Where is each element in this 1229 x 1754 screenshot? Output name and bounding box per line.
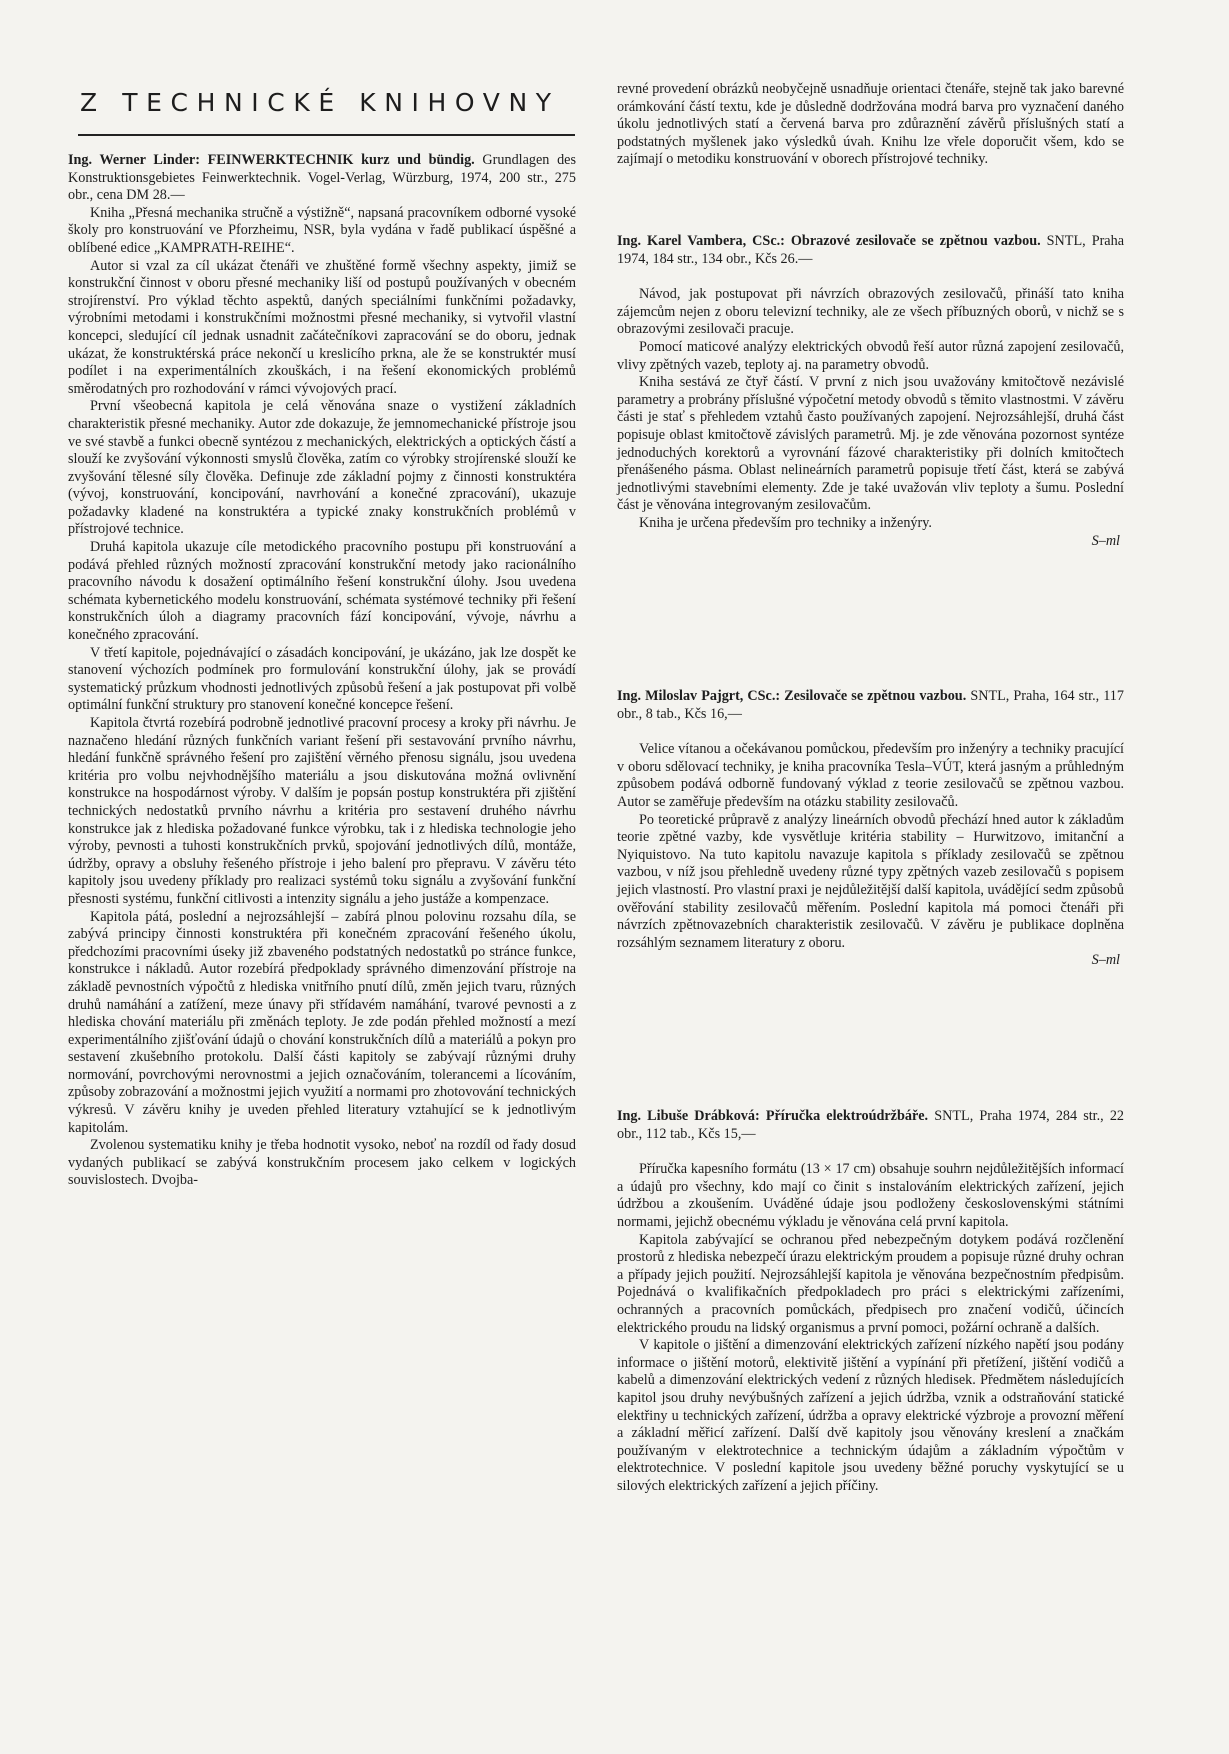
- review-paragraph: Pomocí maticové analýzy elektrických obvodů řeší autor různá zapojení zesilovačů, vlivy zpětných vazeb, teploty aj. na parametry obvodů.: [617, 338, 1124, 373]
- review-pajgrt: [617, 688, 1124, 970]
- review-author: Ing. Miloslav Pajgrt, CSc.: Zesilovače se zpětnou vazbou.: [617, 688, 967, 704]
- review-paragraph: Zvolenou systematiku knihy je třeba hodnotit vysoko, neboť na rozdíl od řady dosud vydaných publikací se zabývá konstrukčním procesem jako celkem v logických souvislostech. Dvojba-: [68, 1137, 576, 1189]
- review-paragraph: Po teoretické průpravě z analýzy lineárních obvodů přechází hned autor k základům teorie zpětné vazby, kde vysvětluje kritéria stability – Hurwitzovo, imitanční a Nyiquistovo. Na tuto kapitolu navazuje kapitola s příklady zesilovačů se zpětnou vazbou, v níž jsou přehledně uvedeny různé typy zpětných vazeb zesilovačů s popisem jejich vlastností. Pro vlastní praxi je nejdůležitější další kapitola, uvádějící sedm způsobů ověřování stability zesilovačů měřením. Poslední kapitola má pomoci čtenáři při návrzích zpětnovazebních charakteristik zesilovačů. V závěru je publikace doplněna rozsáhlým seznamem literatury z oboru.: [617, 811, 1124, 951]
- review-paragraph: V kapitole o jištění a dimenzování elektrických zařízení nízkého napětí jsou podány informace o jištění motorů, elektivitě jištění a vypínání při přetížení, jištění vodičů a kabelů a dimenzování elektrických vedení z různých hledisek. Předmětem následujících kapitol jsou druhy nevýbušných zařízení a jejich údržba, vznik a odstraňování statické elektřiny u technických zařízení, údržba a opravy elektrické výzbroje a provozní měření a základní měřicí zařízení. Další dvě kapitoly jsou věnovány kreslení a značkám používaným v elektrotechnice a technickým údajům a základním výpočtům v elektrotechnice. V poslední kapitole jsou uvedeny běžné poruchy vyskytující se u silových elektrických zařízení a jejich příčiny.: [617, 1337, 1124, 1494]
- review-paragraph: Příručka kapesního formátu (13 × 17 cm) obsahuje souhrn nejdůležitějších informací a údajů pro všechny, kdo mají co činit s instalováním elektrických zařízení, jejich údržbou a zkoušením. Uváděné údaje jsou podloženy československými státními normami, jejichž obecnému výkladu je věnována celá první kapitola.: [617, 1161, 1124, 1230]
- review-paragraph: Kapitola čtvrtá rozebírá podrobně jednotlivé pracovní procesy a kroky při návrhu. Je naznačeno hledání různých funkčních variant řešení při sestavování prvního návrhu, hledání funkčně správného řešení pro zajištění věrného přenosu signálu, jsou uvedena kritéria pro volbu nejvhodnějšího materiálu a jsou diskutována možná ovlivnění konstrukce na hospodárnost výroby. V dalším je popsán postup konstruktéra při zjištění technických nedostatků prvního návrhu a kritéria pro sestavení druhého návrhu konstrukce jak z hlediska požadované funkce výrobku, tak i z hlediska technologie jeho výroby, pevnosti a tuhosti konstrukčních prvků, spojování jednotlivých dílů, montáže, údržby, opravy a obsluhy řešeného přístroje i jeho balení pro přepravu. V závěru této kapitoly jsou uvedeny příklady pro realizaci systémů toku signálu a zvyšování funkční přesnosti systému, funkční citlivosti a intenzity signálu a jeho justáže a kompenzace.: [68, 715, 576, 907]
- review-drabkova: [617, 1108, 1124, 1495]
- review-signature: S–ml: [1091, 532, 1120, 549]
- review-header: [617, 688, 1124, 723]
- continuation-block: [617, 81, 1124, 169]
- review-biblio: SNTL, Praha 1974, 284 str., 22 obr., 112 tab., Kčs 15,—: [617, 1108, 1125, 1142]
- review-author: Ing. Werner Linder: FEINWERKTECHNIK kurz und bündig.: [68, 152, 475, 168]
- review-paragraph: Druhá kapitola ukazuje cíle metodického pracovního postupu při konstruování a podává přehled různých možností zpracování konstrukční metody jako racionálního pracovního návodu k dosažení optimálního řešení konstrukční úlohy. Jsou uvedena schémata kybernetického modelu konstruování, schémata systémové techniky při řešení konstrukčních úloh a diagramy pracovních fází koncipování, vývoje, návrhu a konečného zpracování.: [68, 539, 576, 644]
- review-author: Ing. Libuše Drábková: Příručka elektroúdržbáře.: [617, 1108, 929, 1124]
- review-linder: [68, 152, 576, 1190]
- review-paragraph: První všeobecná kapitola je celá věnována snaze o vystižení základních charakteristik přesné mechaniky. Autor zde dokazuje, že jemnomechanické přístroje jsou ve své stavbě a funkci obecně syntézou z mechanických, elektrických a optických částí a slouží ke zvyšování výkonnosti smyslů člověka, zatím co výrobky strojírenské slouží ke zvyšování tělesné síly člověka. Definuje zde základní pojmy z činnosti konstruktéra (vývoj, konstruování, koncipování, navrhování a konečné zpracování), ukazuje požadavky kladené na konstruktéra a typické znaky konstrukčních problémů v přístrojové technice.: [68, 398, 576, 538]
- review-author: Ing. Karel Vambera, CSc.: Obrazové zesilovače se zpětnou vazbou.: [617, 233, 1041, 249]
- review-paragraph: Kapitola zabývající se ochranou před nebezpečným dotykem podává rozčlenění prostorů z hlediska nebezpečí úrazu elektrickým proudem a popisuje různé druhy ochran a případy jejich použití. Nejrozsáhlejší kapitola je věnována bezpečnostním předpisům. Pojednává o kvalifikačních předpokladech pro práci s elektrickými zařízeními, ochranných a pracovních pomůckách, předpisech pro značení vodičů, účincích elektrického proudu na lidský organismus a první pomoci, požární ochraně a dalších.: [617, 1231, 1124, 1336]
- review-biblio: SNTL, Praha 1974, 184 str., 134 obr., Kčs 26.—: [617, 233, 1124, 267]
- continuation-text: revné provedení obrázků neobyčejně usnadňuje orientaci čtenáře, stejně tak jako barevné orámkování částí textu, kde je důsledně dodržována modrá barva pro vyznačení daného úkolu jednotlivých statí a červená barva pro zdůraznění závěrů příslušných statí a podstatných myšlenek jako výsledků úvah. Knihu lze vřele doporučit všem, kdo se zajímají o metodiku konstruování v oborech přístrojové techniky.: [617, 81, 1124, 168]
- review-paragraph: Návod, jak postupovat při návrzích obrazových zesilovačů, přináší tato kniha zájemcům nejen z oboru televizní techniky, ale ze všech příbuzných oborů, v nichž se s obrazovými zesilovači pracuje.: [617, 286, 1124, 338]
- review-paragraph: Kniha sestává ze čtyř částí. V první z nich jsou uvažovány kmitočtově nezávislé parametry a probrány příslušné výpočetní metody obvodů s těmito vlastnostmi. V závěru části je stať s přehledem vztahů často používaných zapojení. Nejrozsáhlejší, druhá část popisuje oblast kmitočtově závislých parametrů. Mj. je zde věnována pozornost syntéze jednoduchých korektorů a vyrovnání fázové charakteristiky při dolních kmitočtech přenášeného pásma. Oblast nelineárních parametrů popisuje třetí část, která se zabývá jednotlivými stavebními elementy. Zde je také uvažován vliv teploty a šumu. Poslední část je věnována integrovaným zesilovačům.: [617, 374, 1124, 514]
- review-signature: S–ml: [1091, 952, 1120, 969]
- review-paragraph: Autor si vzal za cíl ukázat čtenáři ve zhuštěné formě všechny aspekty, jimiž se konstrukční činnost v oboru přesné mechaniky liší od postupů používaných v obecném strojírenství. Pro výklad těchto aspektů, daných speciálními funkčními požadavky, výrobními metodami i konstrukčními možnostmi přesné mechaniky, si vytvořil vlastní koncepci, sledující cíl jednak usnadnit začátečníkovi zapracování se do oboru, jednak ukázat, že konstruktérská práce nekončí u kreslicího prkna, ale že se konstruktér musí podílet i na experimentálních zkouškách, i na řešení ekonomických problémů směrodatných pro rozhodování v rámci vývojových prací.: [68, 257, 576, 397]
- review-paragraph: Kniha „Přesná mechanika stručně a výstižně“, napsaná pracovníkem odborné vysoké školy pro konstruování ve Pforzheimu, NSR, byla vydána v řadě publikací úspěšné a oblíbené edice „KAMPRATH-REIHE“.: [68, 204, 576, 256]
- review-paragraph: V třetí kapitole, pojednávající o zásadách koncipování, je ukázáno, jak lze dospět ke stanovení výchozích podmínek pro formulování konstrukční úlohy, jak se provádí systematický průzkum vhodnosti jednotlivých způsobů řešení a jak postupovat při volbě optimální funkční struktury pro stanovení konečné koncepce řešení.: [68, 644, 576, 714]
- review-paragraph: Kniha je určena především pro techniky a inženýry.: [639, 514, 932, 531]
- review-header: [617, 233, 1124, 268]
- review-header: [68, 152, 576, 205]
- review-paragraph: Velice vítanou a očekávanou pomůckou, především pro inženýry a techniky pracující v oboru sdělovací techniky, je kniha pracovníka Tesla–VÚT, která jasným a průhledným způsobem podává odborně fundovaný výklad z teorie zesilovačů se zpětnou vazbou. Autor se zaměřuje především na otázku stability zesilovačů.: [617, 741, 1124, 810]
- review-header: [617, 1108, 1124, 1143]
- review-paragraph: Kapitola pátá, poslední a nejrozsáhlejší – zabírá plnou polovinu rozsahu díla, se zabývá principy činnosti konstruktéra při konečném zpracování řešeného úkolu, předchozími pracovními úseky již zbaveného podstatných nedostatků po stránce funkce, konstrukce i nákladů. Autor rozebírá předpoklady správného dimenzování přístroje na základě pevnostních výpočtů z hlediska vnitřního pnutí dílů, změn jejich tvaru, různých druhů namáhání a zatížení, meze únavy při střídavém namáhání, tvarové pevnosti a z hlediska chování materiálu při změnách teploty. Je zde podán přehled možností a mezí experimentálního zjišťování údajů o chování konstrukčních dílů a materiálů a pokyn pro sestavení zkušebního protokolu. Další části kapitoly se zabývají různými druhy normování, povrchovými nerovnostmi a jejich označováním, tolerancemi a lícováním, způsoby zobrazování a možnostmi jejich využití a normami pro zhotovování technických výkresů. V závěru knihy je uveden přehled literatury vztahující se k jednotlivým kapitolám.: [68, 908, 576, 1136]
- review-vambera: [617, 233, 1124, 550]
- page-heading: Z TECHNICKÉ KNIHOVNY: [80, 88, 560, 117]
- review-biblio: SNTL, Praha, 164 str., 117 obr., 8 tab., Kčs 16,—: [617, 688, 1124, 722]
- heading-rule: [78, 134, 575, 136]
- review-biblio: Grundlagen des Konstruktionsgebietes Feinwerktechnik. Vogel-Verlag, Würzburg, 1974, 200 str., 275 obr., cena DM 28.—: [68, 152, 577, 204]
